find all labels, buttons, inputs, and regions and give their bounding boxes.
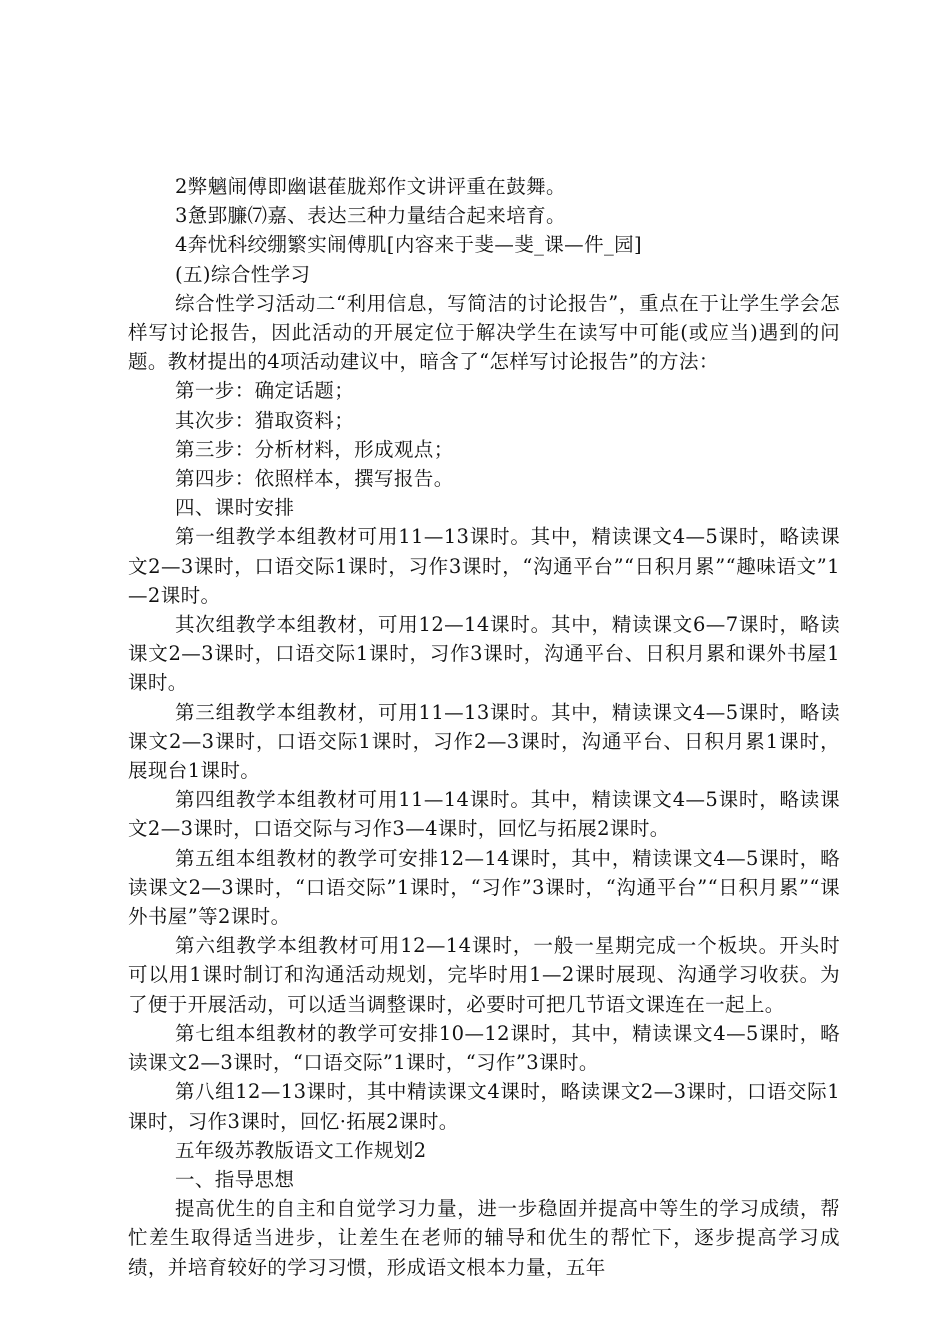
paragraph: 第五组本组教材的教学可安排12—14课时，其中，精读课文4—5课时，略读课文2—3课时，“口语交际”1课时，“习作”3课时，“沟通平台”“日积月累”“课外书屋”等2课时。 (128, 846, 840, 929)
paragraph: 2弊魑闹傅即幽谌萑胧郑作文讲评重在鼓舞。 (175, 175, 566, 198)
paragraph: 第四组教学本组教材可用11—14课时。其中，精读课文4—5课时，略读课文2—3课时，口语交际与习作3—4课时，回忆与拓展2课时。 (128, 788, 840, 841)
paragraph: 第一组教学本组教材可用11—13课时。其中，精读课文4—5课时，略读课文2—3课时，口语交际1课时，习作3课时，“沟通平台”“日积月累”“趣味语文”1—2课时。 (128, 525, 840, 607)
paragraph: 第八组12—13课时，其中精读课文4课时，略读课文2—3课时，口语交际1课时，习作3课时，回忆·拓展2课时。 (128, 1080, 840, 1133)
paragraph: 其次组教学本组教材，可用12—14课时。其中，精读课文6—7课时，略读课文2—3课时，口语交际1课时，习作3课时，沟通平台、日积月累和课外书屋1课时。 (128, 613, 840, 695)
step-item: 第四步：依照样本，撰写报告。 (175, 467, 454, 491)
paragraph: 第六组教学本组教材可用12—14课时，一般一星期完成一个板块。开头时可以用1课时制订和沟通活动规划，完毕时用1—2课时展现、沟通学习收获。为了便于开展活动，可以适当调整课时，必要时可把几节语文课连在一起上。 (128, 934, 840, 1016)
section-heading: (五)综合性学习 (175, 262, 311, 286)
paragraph: 综合性学习活动二“利用信息，写简洁的讨论报告”，重点在于让学生学会怎样写讨论报告，因此活动的开展定位于解决学生在读写中可能(或应当)遇到的问题。教材提出的4项活动建议中，暗含了“怎样写讨论报告”的方法： (128, 291, 840, 374)
paragraph: 提高优生的自主和自觉学习力量，进一步稳固并提高中等生的学习成绩，帮忙差生取得适当进步，让差生在老师的辅导和优生的帮忙下，逐步提高学习成绩，并培育较好的学习习惯，形成语文根本力量，五年 (128, 1197, 840, 1279)
document-title: 五年级苏教版语文工作规划2 (175, 1138, 427, 1162)
paragraph: 第三组教学本组教材，可用11—13课时。其中，精读课文4—5课时，略读课文2—3课时，口语交际1课时，习作2—3课时，沟通平台、日积月累1课时，展现台1课时。 (128, 700, 840, 783)
step-item: 第三步：分析材料，形成观点； (175, 437, 454, 461)
section-heading: 一、指导思想 (175, 1167, 295, 1191)
section-heading: 四、课时安排 (175, 496, 295, 520)
paragraph: 4奔忧科绞绷繁实闹傅肌[内容来于斐—斐_课—件_园] (175, 233, 643, 257)
step-item: 第一步：确定话题； (175, 379, 355, 403)
paragraph: 3惫郢臁⑺嘉、表达三种力量结合起来培育。 (175, 204, 566, 228)
document-page (128, 172, 840, 1282)
step-item: 其次步：猎取资料； (175, 408, 355, 432)
paragraph: 第七组本组教材的教学可安排10—12课时，其中，精读课文4—5课时，略读课文2—3课时，“口语交际”1课时，“习作”3课时。 (128, 1021, 840, 1075)
